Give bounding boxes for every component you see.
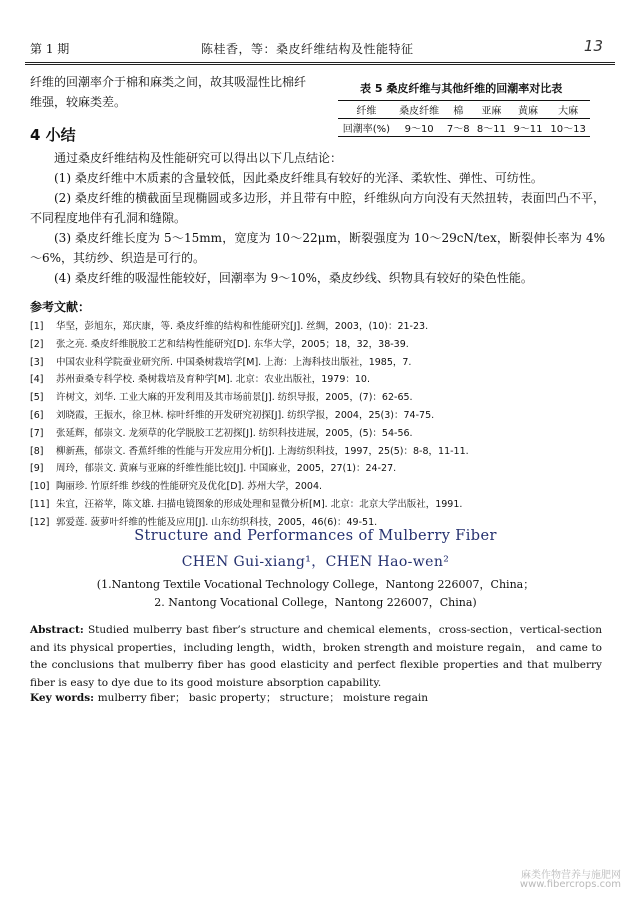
section-body: [30, 148, 605, 288]
header-rule: [25, 62, 615, 63]
reference-item: [30, 336, 610, 354]
reference-number: [7]: [30, 427, 44, 439]
reference-text: 许树文，刘华. 工业大麻的开发利用及其市场前景[J]. 纺织导报，2005，(7)：62-65.: [56, 392, 413, 404]
reference-number: [3]: [30, 356, 44, 368]
conclusion-paragraph: (1) 桑皮纤维中木质素的含量较低，因此桑皮纤维具有较好的光泽、柔软性、弹性、可纺性。: [54, 171, 543, 185]
table5-cell: 8～11: [476, 124, 506, 135]
reference-item: [30, 443, 610, 461]
reference-number: [10]: [30, 481, 50, 493]
reference-number: [4]: [30, 374, 44, 386]
watermark-url: www.fibercrops.com: [519, 879, 621, 890]
table5-header-cell: 大麻: [558, 106, 579, 117]
header-rule-secondary: [25, 64, 615, 65]
reference-item: [30, 389, 610, 407]
page-number: 13: [583, 37, 603, 55]
table5-header-cell: 棉: [453, 106, 464, 117]
reference-text: 中国农业科学院蚕业研究所. 中国桑树栽培学[M]. 上海：上海科技出版社，1985，7.: [56, 356, 412, 368]
reference-text: 柳新燕，郁崇文. 香蕉纤维的性能与开发应用分析[J]. 上海纺织科技，1997，25(5)：8-8，11-11.: [56, 445, 469, 457]
reference-text: 陶丽珍. 竹原纤维 纱线的性能研究及优化[D]. 苏州大学，2004.: [56, 481, 323, 493]
reference-text: 周玲，郁崇文. 黄麻与亚麻的纤维性能比较[J]. 中国麻业，2005，27(1)：24-27.: [56, 463, 397, 475]
reference-item: [30, 371, 610, 389]
english-title: Structure and Performances of Mulberry Fiber: [134, 528, 497, 544]
conclusion-paragraph: 通过桑皮纤维结构及性能研究可以得出以下几点结论：: [54, 151, 343, 165]
reference-item: [30, 425, 610, 443]
reference-text: 苏州蚕桑专科学校. 桑树栽培及育种学[M]. 北京：农业出版社，1979：10.: [56, 374, 370, 386]
references-heading: 参考文献：: [30, 300, 91, 314]
table5-title: 表 5 桑皮纤维与其他纤维的回潮率对比表: [360, 82, 563, 95]
table5-cell: 回潮率(%): [342, 124, 391, 135]
english-authors: CHEN Gui-xiang¹，CHEN Hao-wen²: [181, 554, 450, 570]
reference-text: 朱宜，汪裕苹，陈文雄. 扫描电镜图象的形成处理和显微分析[M]. 北京：北京大学出版社，1991.: [56, 498, 463, 510]
reference-number: [8]: [30, 445, 44, 457]
reference-item: [30, 407, 610, 425]
table5-cell: 10～13: [550, 124, 586, 135]
conclusion-paragraph: (3) 桑皮纤维长度为 5～15mm，宽度为 10～22μm，断裂强度为 10～29cN/tex，断裂伸长率为 4%～6%，其纺纱、织造是可行的。: [30, 231, 605, 265]
english-abstract: Abstract: Studied mulberry bast fiber’s structure and chemical elements，cross-section，vertical-section and its physical properties，including length，width，broken strength and moisture regain， and came to the conclusions that mulberry fiber has good elasticity and perfect flexible properties and that mulberry fiber is easy to dye due to its good moisture absorption capability.: [30, 624, 602, 689]
intro-paragraph: 纤维的回潮率介于棉和麻类之间，故其吸湿性比棉纤维强，较麻类差。: [30, 75, 307, 109]
reference-text: 张之亮. 桑皮纤维脱胶工艺和结构性能研究[D]. 东华大学，2005；18，32，38-39.: [56, 338, 409, 350]
reference-item: [30, 460, 610, 478]
keywords-label: Key words: [30, 692, 91, 704]
watermark-title: 麻类作物营养与施肥网: [521, 870, 621, 881]
reference-text: 张延辉，郁崇文. 龙须草的化学脱胶工艺初探[J]. 纺织科技进展，2005，(5)：54-56.: [56, 427, 413, 439]
reference-list: [30, 318, 610, 532]
table5-cell: 9～10: [404, 124, 434, 135]
english-affiliation-2: 2. Nantong Vocational College，Nantong 226007，China): [154, 596, 477, 609]
reference-item: [30, 354, 610, 372]
section-heading: 4 小结: [30, 126, 76, 144]
reference-number: [2]: [30, 338, 44, 350]
reference-number: [5]: [30, 392, 44, 404]
table5-row: [338, 119, 590, 137]
table5-cell: 9～11: [513, 124, 543, 135]
conclusion-paragraph: (4) 桑皮纤维的吸湿性能较好，回潮率为 9～10%，桑皮纱线、织物具有较好的染色性能。: [54, 271, 533, 285]
table5-header-row: [338, 101, 590, 119]
english-keywords: Key words: mulberry fiber； basic property； structure； moisture regain: [30, 692, 429, 704]
reference-text: 刘晓霞，王振水，徐卫林. 棕叶纤维的开发研究初探[J]. 纺织学报，2004，25(3)：74-75.: [56, 409, 435, 421]
reference-number: [9]: [30, 463, 44, 475]
reference-item: [30, 496, 610, 514]
keywords-text: mulberry fiber； basic property； structure； moisture regain: [97, 692, 429, 704]
abstract-label: Abstract: [30, 624, 80, 636]
table5-header-cell: 桑皮纤维: [399, 106, 440, 117]
table5-header-cell: 亚麻: [481, 106, 502, 117]
reference-text: 华坚，彭旭东，郑庆康，等. 桑皮纤维的结构和性能研究[J]. 丝绸，2003，(10)：21-23.: [56, 321, 429, 332]
table5-header-cell: 纤维: [356, 106, 377, 117]
conclusion-paragraph: (2) 桑皮纤维的横截面呈现椭圆或多边形，并且带有中腔，纤维纵向方向没有天然扭转，表面凹凸不平，不同程度地伴有孔洞和缝隙。: [30, 191, 605, 225]
reference-number: [6]: [30, 409, 44, 421]
table5-header-cell: 黄麻: [517, 106, 538, 117]
running-title: 陈桂香，等：桑皮纤维结构及性能特征: [201, 42, 414, 56]
reference-item: [30, 478, 610, 496]
reference-item: [30, 318, 610, 336]
reference-number: [11]: [30, 498, 50, 510]
reference-text: 郭爱莲. 菠萝叶纤维的性能及应用[J]. 山东纺织科技，2005，46(6)：49-51.: [56, 516, 378, 528]
reference-number: [1]: [30, 321, 44, 332]
table5: [338, 100, 590, 137]
issue-label: 第 1 期: [30, 42, 70, 56]
english-affiliation-1: (1.Nantong Textile Vocational Technology College，Nantong 226007，China；: [96, 578, 535, 591]
reference-number: [12]: [30, 516, 50, 528]
table5-cell: 7～8: [446, 124, 470, 135]
abstract-text: Studied mulberry bast fiber’s structure and chemical elements，cross-section，vertical-section and its physical properties，including length，width，broken strength and moisture regain， and came to the conclusions that mulberry fiber has good elasticity and perfect flexible properties and that mulberry fiber is easy to dye due to its good moisture absorption capability.: [30, 624, 602, 689]
